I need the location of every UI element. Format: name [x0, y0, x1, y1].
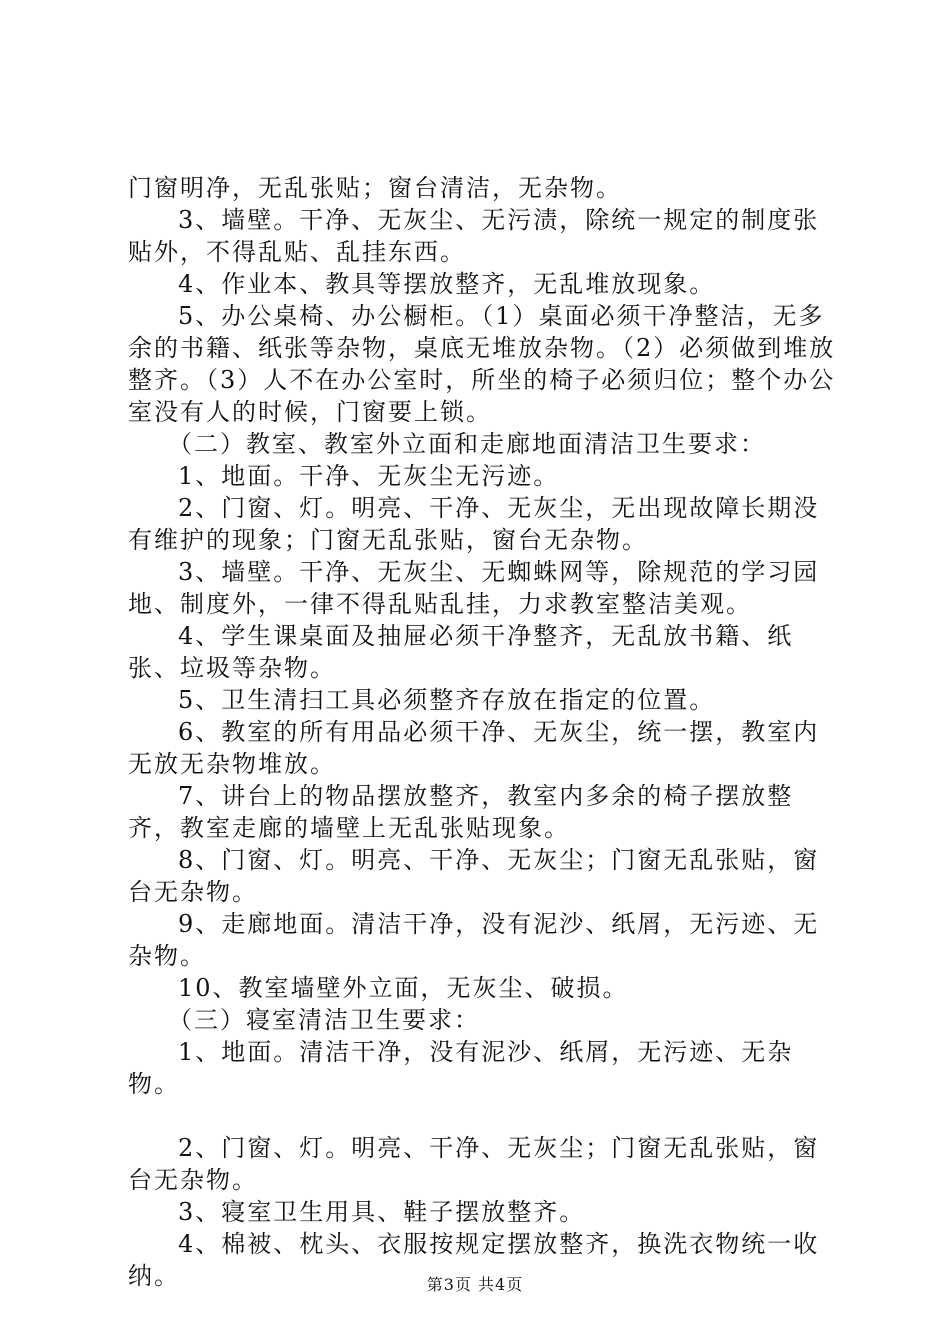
paragraph: 2、门窗、灯。明亮、干净、无灰尘；门窗无乱张贴，窗台无杂物。 [128, 1134, 820, 1194]
paragraph: 10、教室墙壁外立面，无灰尘、破损。 [178, 974, 629, 1002]
paragraph: 3、寝室卫生用具、鞋子摆放整齐。 [178, 1198, 586, 1226]
paragraph: 6、教室的所有用品必须干净、无灰尘，统一摆，教室内无放无杂物堆放。 [128, 718, 820, 778]
section-heading: （二）教室、教室外立面和走廊地面清洁卫生要求： [168, 430, 766, 458]
paragraph: 3、墙壁。干净、无灰尘、无蜘蛛网等，除规范的学习园地、制度外，一律不得乱贴乱挂，力求教室整洁美观。 [128, 558, 820, 618]
paragraph: 3、墙壁。干净、无灰尘、无污渍，除统一规定的制度张贴外，不得乱贴、乱挂东西。 [128, 206, 820, 266]
paragraph: 5、办公桌椅、办公橱柜。（1）桌面必须干净整洁，无多余的书籍、纸张等杂物，桌底无堆放杂物。（2）必须做到堆放整齐。（3）人不在办公室时，所坐的椅子必须归位；整个办公室没有人的时候，门窗要上锁。 [128, 302, 836, 426]
document-body [128, 172, 838, 1292]
paragraph: 4、作业本、教具等摆放整齐，无乱堆放现象。 [178, 270, 716, 298]
paragraph: 门窗明净，无乱张贴；窗台清洁，无杂物。 [128, 174, 622, 202]
paragraph: 5、卫生清扫工具必须整齐存放在指定的位置。 [178, 686, 716, 714]
section-heading: （三）寝室清洁卫生要求： [168, 1006, 480, 1034]
paragraph: 1、地面。干净、无灰尘无污迹。 [178, 462, 560, 490]
paragraph: 7、讲台上的物品摆放整齐，教室内多余的椅子摆放整齐，教室走廊的墙壁上无乱张贴现象。 [128, 782, 794, 842]
blank-line [128, 1100, 838, 1132]
paragraph: 4、学生课桌面及抽屉必须干净整齐，无乱放书籍、纸张、垃圾等杂物。 [128, 622, 794, 682]
paragraph: 9、走廊地面。清洁干净，没有泥沙、纸屑，无污迹、无杂物。 [128, 910, 820, 970]
paragraph: 8、门窗、灯。明亮、干净、无灰尘；门窗无乱张贴，窗台无杂物。 [128, 846, 820, 906]
paragraph: 4、棉被、枕头、衣服按规定摆放整齐，换洗衣物统一收纳。 [128, 1230, 820, 1290]
page-number-label: 第3页 共4页 [426, 1275, 524, 1294]
page-footer [0, 1272, 950, 1295]
paragraph: 1、地面。清洁干净，没有泥沙、纸屑，无污迹、无杂物。 [128, 1038, 794, 1098]
paragraph: 2、门窗、灯。明亮、干净、无灰尘，无出现故障长期没有维护的现象；门窗无乱张贴，窗台无杂物。 [128, 494, 820, 554]
